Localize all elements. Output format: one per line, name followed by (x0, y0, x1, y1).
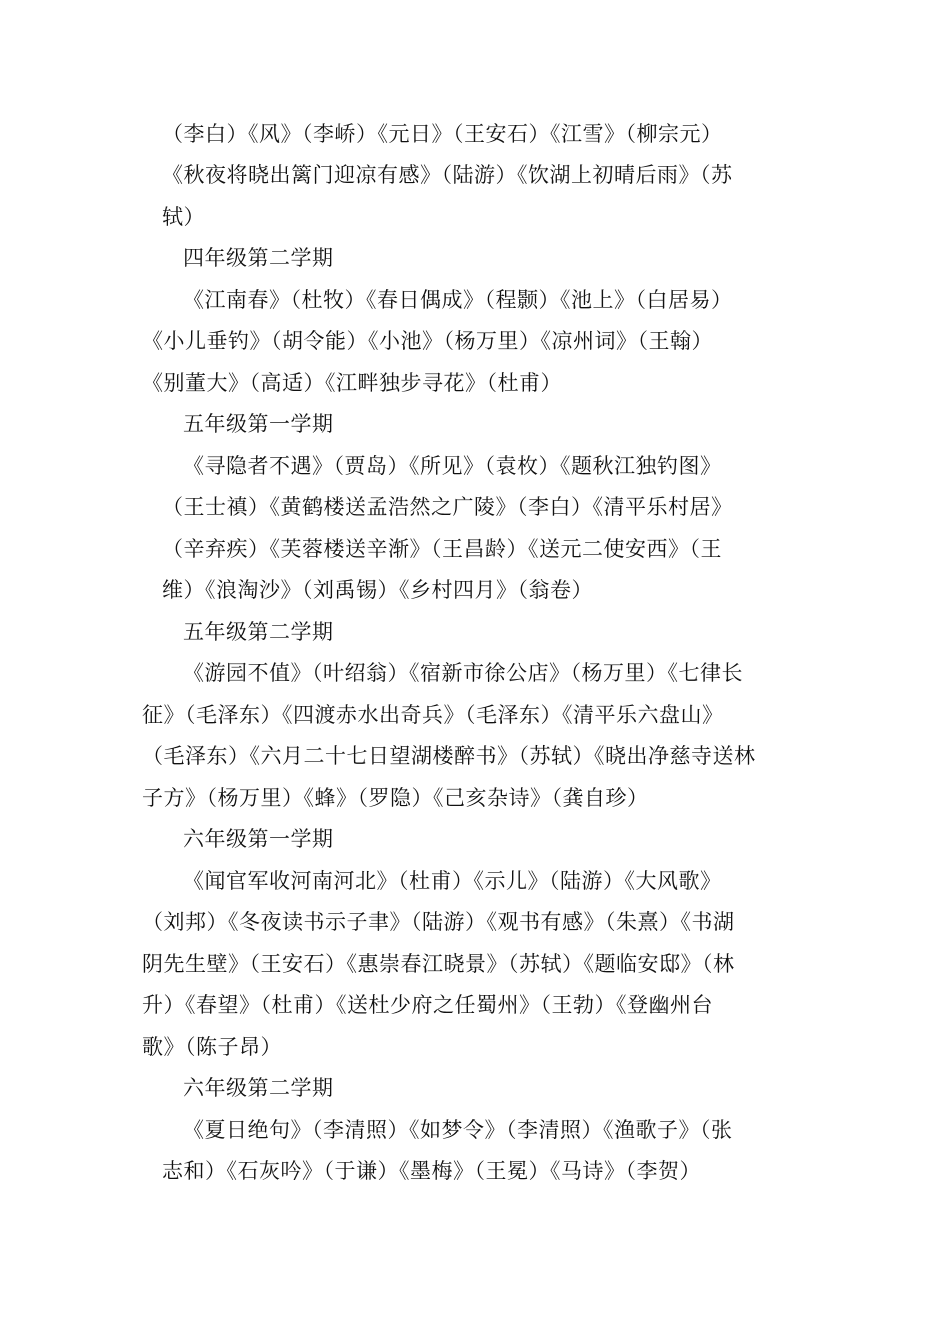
text-line: （王士禛）《黄鹤楼送孟浩然之广陵》（李白）《清平乐村居》 (162, 495, 733, 519)
text-line: 《寻隐者不遇》（贾岛）《所见》（袁枚）《题秋江独钓图》 (183, 454, 722, 478)
text-line: 阴先生壁》（王安石）《惠崇春江晓景》（苏轼）《题临安邸》（林 (142, 952, 735, 976)
text-line: 《夏日绝句》（李清照）《如梦令》（李清照）《渔歌子》（张 (183, 1118, 733, 1142)
text-line: 歌》（陈子昂） (142, 1035, 282, 1059)
text-line: 维）《浪淘沙》（刘禹锡）《乡村四月》（翁卷） (162, 578, 593, 602)
section-heading: 五年级第二学期 (183, 620, 334, 644)
text-line: 《闻官军收河南河北》（杜甫）《示儿》（陆游）《大风歌》 (183, 869, 722, 893)
text-line: 《秋夜将晓出篱门迎凉有感》（陆游）《饮湖上初晴后雨》（苏 (162, 163, 733, 187)
text-line: （李白）《风》（李峤）《元日》（王安石）《江雪》（柳宗元） (162, 122, 723, 146)
text-line: 《小儿垂钓》（胡令能）《小池》（杨万里）《凉州词》（王翰） (142, 329, 713, 353)
text-line: 子方》（杨万里）《蜂》（罗隐）《己亥杂诗》（龚自珍） (142, 786, 649, 810)
text-line: 《别董大》（高适）《江畔独步寻花》（杜甫） (142, 371, 562, 395)
section-heading: 六年级第二学期 (183, 1076, 334, 1100)
text-line: 轼） (162, 205, 205, 229)
text-line: （毛泽东）《六月二十七日望湖楼醉书》（苏轼）《晓出净慈寺送林 (142, 744, 756, 768)
section-heading: 六年级第一学期 (183, 827, 334, 851)
text-line: （辛弃疾）《芙蓉楼送辛渐》（王昌龄）《送元二使安西》（王 (162, 537, 722, 561)
text-line: 征》（毛泽东）《四渡赤水出奇兵》（毛泽东）《清平乐六盘山》 (142, 703, 724, 727)
text-line: 《游园不值》（叶绍翁）《宿新市徐公店》（杨万里）《七律长 (183, 661, 743, 685)
text-line: 升）《春望》（杜甫）《送杜少府之任蜀州》（王勃）《登幽州台 (142, 993, 713, 1017)
text-line: 志和）《石灰吟》（于谦）《墨梅》（王冕）《马诗》（李贺） (162, 1159, 701, 1183)
section-heading: 四年级第二学期 (183, 246, 334, 270)
text-line: 《江南春》（杜牧）《春日偶成》（程颢）《池上》（白居易） (183, 288, 733, 312)
text-line: （刘邦）《冬夜读书示子聿》（陆游）《观书有感》（朱熹）《书湖 (142, 910, 735, 934)
section-heading: 五年级第一学期 (183, 412, 334, 436)
